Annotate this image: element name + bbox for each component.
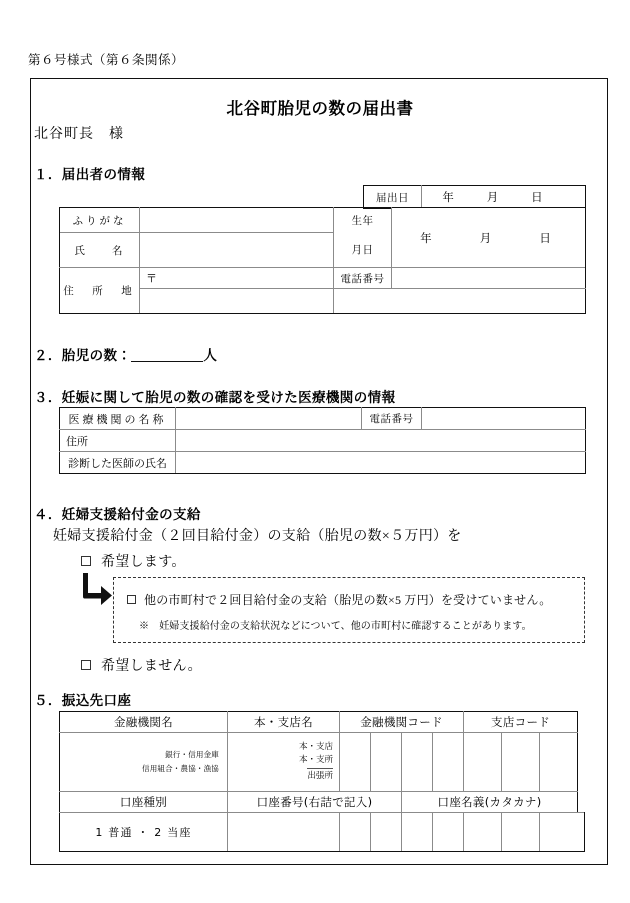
bank-code-header: 金融機関コード	[340, 712, 464, 733]
section2-heading: ２．胎児の数：	[34, 348, 132, 364]
applicant-table	[59, 207, 586, 314]
medical-address-label	[60, 430, 176, 452]
birth-label-line2: 月日	[334, 233, 392, 268]
branch-sub-line1: 本・支店	[298, 742, 333, 753]
table-row	[60, 430, 586, 452]
branch-name-field[interactable]	[228, 733, 340, 792]
table-row	[60, 813, 585, 852]
bank-code-box[interactable]	[371, 733, 402, 792]
addressee-line: 北谷町長 様	[34, 127, 124, 142]
phone-label: 電話番号	[334, 268, 392, 289]
bank-name-header: 金融機関名	[60, 712, 228, 733]
account-number-box[interactable]	[464, 813, 502, 852]
bank-sub-line2: 信用組合・農協・漁協	[142, 764, 219, 773]
section5-heading: ５．振込先口座	[34, 693, 132, 709]
form-inner	[31, 79, 609, 866]
section4-option-no-label: 希望しません。	[101, 659, 202, 674]
medical-name-field[interactable]	[176, 408, 362, 430]
birth-year: 年	[420, 232, 432, 245]
name-label: 氏 名	[60, 233, 140, 268]
birth-label-line1: 生年	[334, 208, 392, 233]
furigana-field[interactable]	[140, 208, 334, 233]
submit-date-month: 月	[486, 192, 499, 204]
branch-sub-line3: 出張所	[307, 768, 333, 783]
bank-code-box[interactable]	[433, 733, 464, 792]
account-type-options[interactable]: 1 普通 ・ 2 当座	[60, 813, 228, 852]
table-row	[60, 452, 586, 474]
branch-sub-line2: 本・支所	[298, 755, 333, 766]
bank-sub-line1: 銀行・信用金庫	[165, 749, 219, 759]
account-number-box[interactable]	[502, 813, 540, 852]
postal-code-field[interactable]	[140, 268, 334, 289]
account-number-header: 口座番号(右詰で記入)	[228, 792, 402, 813]
section4-option-yes-label: 希望します。	[101, 555, 186, 570]
form-frame	[30, 78, 608, 865]
bank-name-field[interactable]	[60, 733, 228, 792]
page-title: 北谷町胎児の数の届出書	[226, 99, 414, 118]
medical-institution-table	[59, 407, 586, 474]
branch-name-header: 本・支店名	[228, 712, 340, 733]
phone-field[interactable]	[392, 268, 586, 289]
account-number-box[interactable]	[402, 813, 433, 852]
submit-date-day: 日	[531, 192, 543, 204]
section4-option-no[interactable]	[81, 655, 202, 675]
address-field[interactable]	[140, 289, 334, 314]
submit-date-label: 届出日	[364, 186, 422, 209]
medical-name-label: 医療機関の名称	[60, 408, 176, 430]
medical-phone-label: 電話番号	[362, 408, 422, 430]
account-number-box[interactable]	[371, 813, 402, 852]
branch-code-header: 支店コード	[464, 712, 578, 733]
medical-phone-field[interactable]	[422, 408, 586, 430]
address-label: 住 所 地	[60, 268, 140, 314]
birth-date-field[interactable]	[392, 208, 586, 268]
section2-line	[34, 344, 217, 364]
postal-mark: 〒	[146, 273, 157, 285]
section2-unit: 人	[203, 348, 218, 364]
section4-heading: ４．妊婦支援給付金の支給	[34, 507, 201, 523]
account-number-box[interactable]	[340, 813, 371, 852]
checkbox-not-received-elsewhere[interactable]	[127, 595, 136, 604]
submit-date-field[interactable]	[422, 186, 586, 209]
branch-code-box[interactable]	[464, 733, 502, 792]
doctor-name-label: 診断した医師の氏名	[60, 452, 176, 474]
nested-checkbox-row[interactable]	[127, 591, 552, 608]
nested-checkbox-label: 他の市町村で２回目給付金の支給（胎児の数×5 万円）を受けていません。	[144, 593, 552, 607]
checkbox-not-want[interactable]	[81, 660, 91, 670]
nested-condition-box	[113, 577, 585, 643]
section4-lead: 妊婦支援給付金（２回目給付金）の支給（胎児の数×５万円）を	[53, 529, 462, 544]
doctor-name-field[interactable]	[176, 452, 586, 474]
section4-option-yes[interactable]	[81, 551, 186, 571]
bent-arrow-icon	[83, 571, 113, 607]
submit-date-table	[363, 185, 586, 209]
account-number-box[interactable]	[433, 813, 464, 852]
medical-address-field[interactable]	[176, 430, 586, 452]
birth-month: 月	[479, 232, 492, 245]
submit-date-year: 年	[442, 192, 454, 204]
section3-heading: ３．妊娠に関して胎児の数の確認を受けた医療機関の情報	[34, 390, 396, 406]
account-number-box[interactable]	[228, 813, 340, 852]
bank-code-box[interactable]	[402, 733, 433, 792]
fetus-count-input[interactable]	[131, 361, 203, 362]
table-row	[60, 712, 585, 733]
account-type-header: 口座種別	[60, 792, 228, 813]
checkbox-want[interactable]	[81, 556, 91, 566]
bank-account-table	[59, 711, 585, 852]
bank-code-box[interactable]	[340, 733, 371, 792]
birth-day: 日	[539, 232, 551, 245]
medical-address-label-text: 住所	[66, 435, 88, 448]
form-code-label: 第６号様式（第６条関係）	[28, 53, 185, 67]
branch-code-box[interactable]	[540, 733, 578, 792]
table-row	[60, 792, 585, 813]
table-row	[60, 733, 585, 792]
nested-note: ※ 妊婦支援給付金の支給状況などについて、他の市町村に確認することがあります。	[139, 621, 532, 632]
account-holder-header: 口座名義(カタカナ)	[402, 792, 578, 813]
address-field-right[interactable]	[334, 289, 586, 314]
furigana-label: ふりがな	[60, 208, 140, 233]
name-field[interactable]	[140, 233, 334, 268]
account-holder-field[interactable]	[540, 813, 585, 852]
table-row	[60, 408, 586, 430]
section1-heading: １．届出者の情報	[34, 167, 146, 183]
branch-code-box[interactable]	[502, 733, 540, 792]
